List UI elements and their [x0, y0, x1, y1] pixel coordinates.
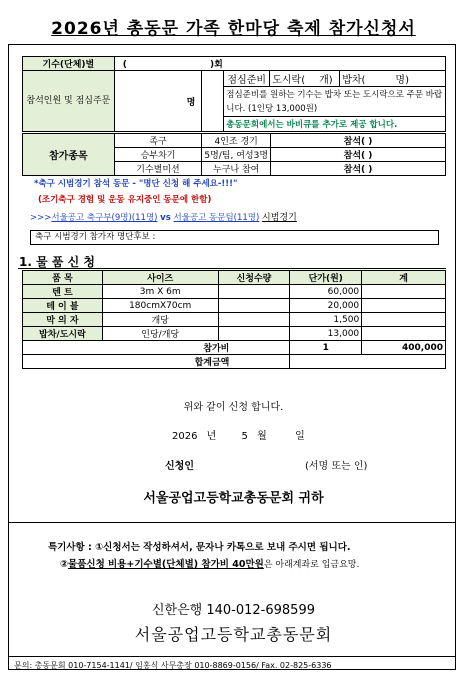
goods-table — [22, 270, 446, 369]
goods-qty-0[interactable] — [218, 285, 290, 299]
dosirak-unit: 개) — [319, 75, 333, 86]
event-name-2: 기수별미션 — [114, 162, 202, 176]
goods-item-0: 텐 트 — [23, 285, 103, 299]
goods-heading-rule — [18, 268, 446, 269]
attend-unit: 명 — [186, 97, 196, 108]
date-line — [172, 427, 305, 442]
event-name-1: 승부차기 — [114, 148, 202, 162]
goods-price-1: 20,000 — [290, 299, 362, 313]
goods-total-2[interactable] — [362, 313, 446, 327]
attend-spacer — [202, 71, 224, 132]
statement: 위와 같이 신청 합니다. — [183, 402, 284, 413]
event-status-1[interactable]: 참석( ) — [271, 148, 446, 162]
event-status-2[interactable]: 참석( ) — [271, 162, 446, 176]
fee-total: 400,000 — [362, 341, 446, 355]
event-name-0: 족구 — [114, 134, 202, 148]
events-label: 참가종목 — [23, 134, 115, 176]
goods-size-3: 인당/개당 — [102, 327, 218, 341]
dosirak-input[interactable] — [270, 71, 340, 87]
date-month[interactable]: 5 — [241, 431, 248, 442]
goods-price-2: 1,500 — [290, 313, 362, 327]
applicant-info-table — [22, 56, 446, 132]
contact-divider — [8, 656, 456, 657]
match-suffix: 시범경기 — [262, 213, 297, 223]
date-day-unit: 일 — [295, 431, 305, 442]
fee-qty: 1 — [290, 341, 362, 355]
goods-header-item: 품 목 — [23, 271, 103, 285]
special-marker: ② — [60, 559, 69, 570]
date-year-unit: 년 — [206, 431, 217, 442]
roster-label: 축구 시범경기 참가자 명단후보 : — [35, 232, 156, 242]
special-rest: 은 아래계좌로 입금요망. — [263, 560, 360, 570]
attend-label-text: 참석인원 및 점심주문 — [26, 95, 111, 106]
lunch-note — [224, 87, 446, 117]
attend-count-input[interactable] — [114, 71, 202, 132]
date-year: 2026 — [172, 431, 198, 442]
special-note-2 — [60, 556, 359, 570]
soccer-condition: (조기축구 경험 및 운동 유지중인 동문에 한함) — [38, 195, 212, 205]
match-prefix: >>> — [30, 213, 52, 223]
form-title — [0, 14, 467, 39]
goods-item-1: 테 이 블 — [23, 299, 103, 313]
goods-qty-1[interactable] — [218, 299, 290, 313]
form-title-text: 2026년 총동문 가족 한마당 축제 참가신청서 — [51, 19, 416, 39]
class-label: 기수(단체)별 — [23, 57, 115, 71]
event-rule-2: 누구나 참여 — [202, 162, 271, 176]
goods-header-size: 사이즈 — [102, 271, 218, 285]
class-close: )회 — [210, 60, 223, 70]
dosirak-label: 도시락( — [272, 75, 306, 86]
goods-header-qty: 신청수량 — [218, 271, 290, 285]
goods-size-1: 180cmX70cm — [102, 299, 218, 313]
match-team-b: 서울공고 동문팀(11명) — [173, 213, 260, 223]
bank-holder: 서울공업고등학교총동문회 — [134, 625, 333, 644]
goods-price-3: 13,000 — [290, 327, 362, 341]
events-table — [22, 133, 446, 176]
goods-heading: 1. 물 품 신 청 — [19, 255, 95, 269]
fee-label — [23, 341, 290, 355]
class-input[interactable] — [114, 57, 445, 71]
goods-item-2: 막 의 자 — [23, 313, 103, 327]
match-team-a: 서울공고 축구부(9명)(11명) — [51, 213, 158, 223]
special-highlight: 물품신청 비용+기수별(단체별) 참가비 40만원 — [68, 559, 264, 570]
goods-header-total: 계 — [362, 271, 446, 285]
bank-account: 신한은행 140-012-698599 — [152, 603, 315, 618]
class-open: ( — [122, 60, 127, 70]
goods-qty-3[interactable] — [218, 327, 290, 341]
event-status-0[interactable]: 참석( ) — [271, 134, 446, 148]
event-rule-1: 5명/팀, 여성3명 — [202, 148, 271, 162]
goods-total-3[interactable] — [362, 327, 446, 341]
exhibition-match — [30, 210, 297, 223]
bbq-note: 총동문회에서는 바비큐를 추가로 제공 합니다. — [224, 117, 446, 132]
sum-value[interactable] — [290, 355, 446, 369]
lunch-label: 점심준비 — [224, 71, 270, 87]
contact-info: 문의: 총동문회 010-7154-1141/ 임홍식 사무총장 010-8869-0156/ Fax. 02-825-6336 — [14, 661, 332, 670]
goods-item-3: 밥차/도시락 — [23, 327, 103, 341]
bapcha-unit: 명) — [395, 75, 409, 86]
goods-size-2: 개당 — [102, 313, 218, 327]
bapcha-input[interactable] — [340, 71, 446, 87]
sum-label — [23, 355, 290, 369]
goods-size-0: 3m X 6m — [102, 285, 218, 299]
soccer-note: *축구 시범경기 참석 동문 - "명단 신청 해 주세요-!!!" — [34, 179, 238, 189]
match-vs: vs — [160, 213, 171, 223]
divider — [8, 522, 456, 523]
recipient: 서울공업고등학교총동문회 귀하 — [143, 491, 324, 506]
attend-label — [23, 71, 115, 132]
signature-field[interactable] — [200, 455, 300, 469]
signature-hint: (서명 또는 인) — [305, 461, 368, 472]
goods-qty-2[interactable] — [218, 313, 290, 327]
goods-total-0[interactable] — [362, 285, 446, 299]
goods-total-1[interactable] — [362, 299, 446, 313]
lunch-note-text: 점심준비를 원하는 기수는 밥차 또는 도시락으로 주문 바랍니다. (1인당 13,000원) — [226, 89, 443, 114]
event-rule-0: 4인조 경기 — [202, 134, 271, 148]
bapcha-label: 밥차( — [342, 75, 366, 86]
roster-box[interactable] — [30, 230, 439, 245]
special-note-1: 특기사항 : ①신청서는 작성하셔서, 문자나 카톡으로 보내 주시면 됩니다. — [48, 542, 351, 553]
fee-label-text: 참가비 — [203, 344, 230, 354]
goods-price-0: 60,000 — [290, 285, 362, 299]
applicant-label: 신청인 — [165, 461, 194, 472]
date-month-unit: 월 — [257, 431, 267, 442]
sum-label-text: 합계금액 — [194, 358, 230, 368]
goods-header-price: 단가(원) — [290, 271, 362, 285]
